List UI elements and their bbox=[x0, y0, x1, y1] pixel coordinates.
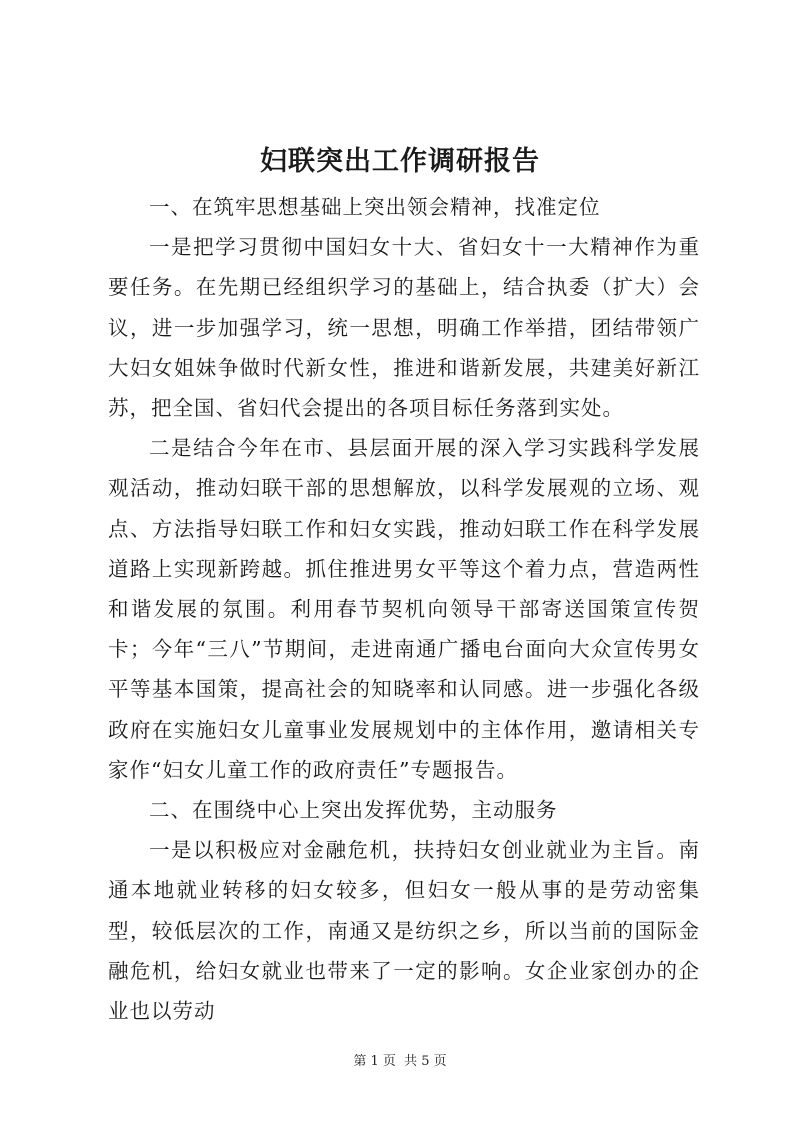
section-heading: 二、在围绕中心上突出发挥优势，主动服务 bbox=[149, 798, 558, 823]
page-total: 共 5 页 bbox=[404, 1054, 447, 1069]
section-heading: 一、在筑牢思想基础上突出领会精神，找准定位 bbox=[149, 195, 601, 219]
document-body bbox=[108, 187, 700, 1031]
body-paragraph: 一是以积极应对金融危机，扶持妇女创业就业为主旨。南通本地就业转移的妇女较多，但妇女一般从事的是劳动密集型，较低层次的工作，南通又是纺织之乡，所以当前的国际金融危机，给妇女就业也带来了一定的影响。女企业家创办的企业也以劳动 bbox=[108, 838, 700, 1024]
body-paragraph: 二是结合今年在市、县层面开展的深入学习实践科学发展观活动，推动妇联干部的思想解放，以科学发展观的立场、观点、方法指导妇联工作和妇女实践，推动妇联工作在科学发展道路上实现新跨越。抓住推进男女平等这个着力点，营造两性和谐发展的氛围。利用春节契机向领导干部寄送国策宣传贺卡；今年“三八”节期间，走进南通广播电台面向大众宣传男女平等基本国策，提高社会的知晓率和认同感。进一步强化各级政府在实施妇女儿童事业发展规划中的主体作用，邀请相关专家作“妇女儿童工作的政府责任”专题报告。 bbox=[108, 436, 700, 782]
page-title: 妇联突出工作调研报告 bbox=[260, 146, 540, 177]
page-footer bbox=[0, 1052, 800, 1072]
body-paragraph: 一是把学习贯彻中国妇女十大、省妇女十一大精神作为重要任务。在先期已经组织学习的基础上，结合执委（扩大）会议，进一步加强学习，统一思想，明确工作举措，团结带领广大妇女姐妹争做时代新女性，推进和谐新发展，共建美好新江苏，把全国、省妇代会提出的各项目标任务落到实处。 bbox=[108, 235, 700, 421]
page-number: 第 1 页 bbox=[353, 1054, 396, 1069]
